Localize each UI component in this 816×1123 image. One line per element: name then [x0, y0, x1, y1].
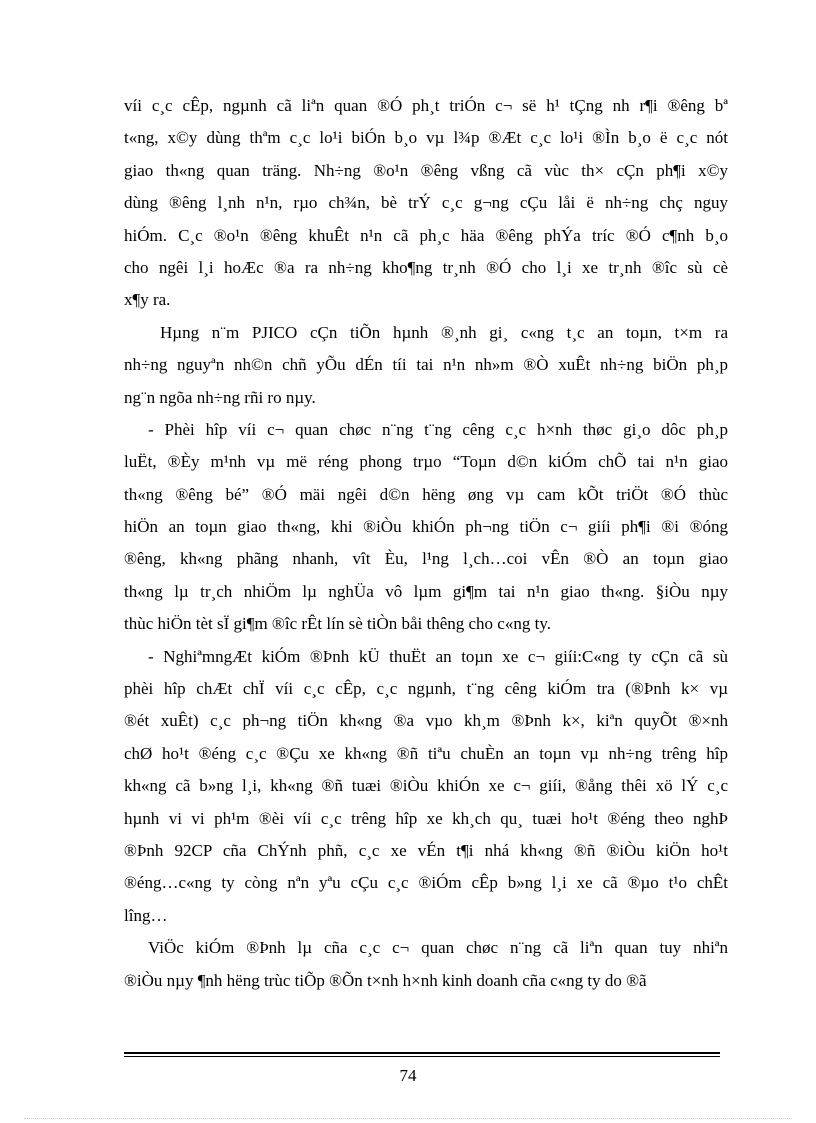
- page-number: 74: [399, 1066, 417, 1085]
- text-line: hµnh vi vi ph¹m ®èi víi c¸c trêng hîp xe kh¸ch qu¸ tuæi ho¹t ®éng theo nghÞ: [124, 808, 728, 828]
- text-line: cho ngêi l¸i hoÆc ®a ra nh÷ng kho¶ng tr¸nh ®Ó cho l¸i xe tr¸nh ®îc sù cè: [124, 257, 728, 277]
- paragraph: [124, 641, 728, 933]
- text-line: giao th«ng quan träng. Nh÷ng ®o¹n ®êng vßng cã vùc th× cÇn ph¶i x©y: [124, 160, 728, 180]
- text-line: ®iÒu nµy ¶nh hëng trùc tiÕp ®Õn t×nh h×nh kinh doanh cña c«ng ty do ®ã: [124, 970, 647, 990]
- text-line: ®êng, kh«ng phãng nhanh, vît Èu, l¹ng l¸ch…coi vÊn ®Ò an toµn giao: [124, 549, 728, 569]
- footer-divider: [124, 1052, 720, 1057]
- text-line: ®ét xuÊt) c¸c ph¬ng tiÖn kh«ng ®a vµo kh¸m ®Þnh k×, kiªn quyÕt ®×nh: [124, 711, 728, 731]
- text-line: chØ ho¹t ®éng c¸c ®Çu xe kh«ng ®ñ tiªu chuÈn an toµn vµ nh÷ng trêng hîp: [124, 743, 728, 763]
- text-line: th«ng lµ tr¸ch nhiÖm lµ nghÜa vô lµm gi¶m tai n¹n giao th«ng. §iÒu nµy: [124, 581, 728, 601]
- text-line: Hµng n¨m PJICO cÇn tiÕn hµnh ®¸nh gi¸ c«ng t¸c an toµn, t×m ra: [160, 322, 728, 342]
- text-line: - NghiªmngÆt kiÓm ®Þnh kÜ thuËt an toµn xe c¬ giíi:C«ng ty cÇn cã sù: [148, 646, 728, 666]
- text-line: thùc hiÖn tèt sÏ gi¶m ®îc rÊt lín sè tiÒn båi thêng cho c«ng ty.: [124, 614, 551, 634]
- paragraph: [124, 932, 728, 997]
- body-text: [124, 90, 728, 997]
- text-line: víi c¸c cÊp, ngµnh cã liªn quan ®Ó ph¸t triÓn c¬ së h¹ tÇng nh r¶i ®êng bª: [124, 96, 728, 115]
- text-line: ViÖc kiÓm ®Þnh lµ cña c¸c c¬ quan chøc n¨ng cã liªn quan tuy nhiªn: [148, 938, 728, 958]
- text-line: kh«ng cã b»ng l¸i, kh«ng ®ñ tuæi ®iÒu khiÓn xe c¬ giíi, ®ång thêi xö lÝ c¸c: [124, 776, 728, 796]
- text-line: hiÖn an toµn giao th«ng, khi ®iÒu khiÓn ph¬ng tiÖn c¬ giíi ph¶i ®i ®óng: [124, 517, 728, 537]
- text-line: hiÓm. C¸c ®o¹n ®êng khuÊt n¹n cã ph¸c häa ®êng phÝa tríc ®Ó c¶nh b¸o: [124, 225, 728, 245]
- text-line: th«ng ®êng bé” ®Ó mäi ngêi d©n hëng øng vµ cam kÕt triÖt ®Ó thùc: [124, 484, 728, 504]
- paragraph: [124, 414, 728, 641]
- paragraph: [124, 90, 728, 317]
- text-line: ®éng…c«ng ty còng nªn yªu cÇu c¸c ®iÓm cÊp b»ng l¸i xe cã ®µo t¹o chÊt: [124, 873, 728, 893]
- text-line: ng¨n ngõa nh÷ng rñi ro nµy.: [124, 387, 316, 407]
- text-line: luËt, ®Èy m¹nh vµ më réng phong trµo “Toµn d©n kiÓm chÕ tai n¹n giao: [124, 452, 728, 472]
- text-line: phèi hîp chÆt chÏ víi c¸c cÊp, c¸c ngµnh, t¨ng cêng kiÓm tra (®Þnh k× vµ: [124, 679, 728, 699]
- paragraph: [124, 317, 728, 414]
- text-line: nh÷ng nguyªn nh©n chñ yÕu dÉn tíi tai n¹n nh»m ®Ò xuÊt nh÷ng biÖn ph¸p: [124, 355, 728, 375]
- text-line: lîng…: [124, 905, 168, 925]
- text-line: ®Þnh 92CP cña ChÝnh phñ, c¸c xe vÉn t¶i nhá kh«ng ®ñ ®iÒu kiÖn ho¹t: [124, 840, 728, 860]
- text-line: - Phèi hîp víi c¬ quan chøc n¨ng t¨ng cêng c¸c h×nh thøc gi¸o dôc ph¸p: [148, 419, 728, 439]
- text-line: dùng ®êng l¸nh n¹n, rµo ch¾n, bè trÝ c¸c g¬ng cÇu låi ë nh÷ng chç nguy: [124, 193, 728, 213]
- page-edge-divider: [24, 1118, 792, 1119]
- text-line: x¶y ra.: [124, 290, 171, 310]
- text-line: t«ng, x©y dùng thªm c¸c lo¹i biÓn b¸o vµ l¾p ®Æt c¸c lo¹i ®Ìn b¸o ë c¸c nót: [124, 128, 728, 148]
